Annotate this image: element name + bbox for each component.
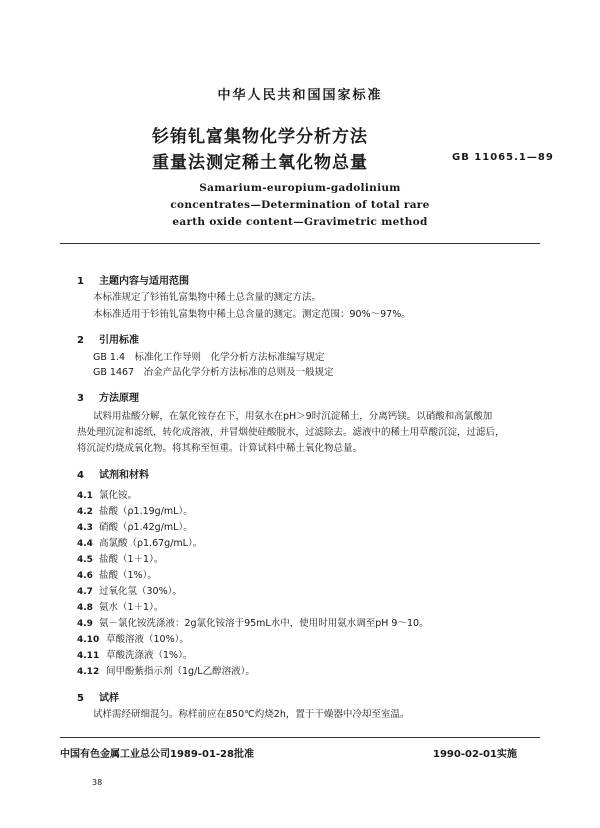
item-number: 4.11 xyxy=(77,651,100,661)
section-1-heading xyxy=(77,272,189,287)
reagent-item xyxy=(77,519,193,533)
item-text: 草酸溶液（10%）。 xyxy=(106,634,189,645)
item-number: 4.1 xyxy=(77,491,93,501)
section-5-heading xyxy=(77,689,119,704)
item-text: 氨水（1＋1）。 xyxy=(99,602,164,613)
reagent-item xyxy=(77,551,163,565)
title-cn-line1: 钐铕钆富集物化学分析方法 xyxy=(152,127,368,147)
section-title: 试剂和材料 xyxy=(99,470,149,481)
reagent-item xyxy=(77,663,255,677)
section-number: 2 xyxy=(77,335,84,346)
section-4-heading xyxy=(77,466,149,481)
reagent-item xyxy=(77,599,163,613)
approval-statement: 中国有色金属工业总公司1989-01-28批准 xyxy=(60,749,254,760)
item-text: 氨－氯化铵洗涤液：2g氯化铵溶于95mL水中，使用时用氨水调至pH 9～10。 xyxy=(99,618,429,629)
reference-gb-1-4: GB 1.4 标准化工作导则 化学分析方法标准编写规定 xyxy=(93,352,325,363)
item-number: 4.10 xyxy=(77,635,100,645)
standard-number: GB 11065.1—89 xyxy=(452,152,554,163)
item-text: 高氯酸（ρ1.67g/mL）。 xyxy=(99,538,203,549)
item-text: 盐酸（1＋1）。 xyxy=(99,554,164,565)
item-text: 草酸洗涤液（1%）。 xyxy=(106,650,193,661)
section-3-line2: 热处理沉淀和滤纸，转化成溶液，并冒烟使硅酸脱水，过滤除去。滤液中的稀土用草酸沉淀，过滤后， xyxy=(77,427,505,438)
title-en-line2: concentrates—Determination of total rare xyxy=(170,199,430,211)
item-text: 硝酸（ρ1.42g/mL）。 xyxy=(99,522,193,533)
section-title: 主题内容与适用范围 xyxy=(99,276,189,287)
item-number: 4.8 xyxy=(77,603,93,613)
item-text: 过氧化氢（30%）。 xyxy=(99,586,182,597)
reagent-item xyxy=(77,647,192,661)
reagent-item xyxy=(77,535,202,549)
implementation-date: 1990-02-01实施 xyxy=(433,749,517,760)
item-number: 4.9 xyxy=(77,619,93,629)
item-number: 4.3 xyxy=(77,523,93,533)
section-title: 试样 xyxy=(99,693,119,704)
title-en-line1: Samarium-europium-gadolinium xyxy=(199,182,401,194)
section-3-heading xyxy=(77,389,139,404)
item-number: 4.6 xyxy=(77,571,93,581)
item-text: 间甲酚紫指示剂（1g/L乙醇溶液）。 xyxy=(106,666,255,677)
item-number: 4.4 xyxy=(77,539,93,549)
section-1-para1: 本标准规定了钐铕钆富集物中稀土总含量的测定方法。 xyxy=(93,292,322,303)
national-standard-heading: 中华人民共和国国家标准 xyxy=(217,88,383,103)
section-2-heading xyxy=(77,331,139,346)
title-en-line3: earth oxide content—Gravimetric method xyxy=(172,216,428,228)
section-3-line1: 试料用盐酸分解，在氯化铵存在下，用氨水在pH＞9时沉淀稀土，分离钙镁。以硝酸和高氯酸加 xyxy=(93,411,493,422)
item-text: 盐酸（ρ1.19g/mL）。 xyxy=(99,506,193,517)
section-1-para2: 本标准适用于钐铕钆富集物中稀土总含量的测定。测定范围：90%～97%。 xyxy=(93,309,411,320)
section-3-line3: 将沉淀灼烧成氧化物。将其称至恒重。计算试料中稀土氧化物总量。 xyxy=(77,443,363,454)
item-number: 4.2 xyxy=(77,507,93,517)
reference-gb-1467: GB 1467 冶金产品化学分析方法标准的总则及一般规定 xyxy=(93,367,334,378)
title-cn-line2: 重量法测定稀土氧化物总量 xyxy=(152,153,368,173)
section-5-para1: 试样需经研细混匀。称样前应在850℃灼烧2h，置于干燥器中冷却至室温。 xyxy=(93,709,410,720)
reagent-item xyxy=(77,615,429,629)
section-number: 3 xyxy=(77,393,84,404)
reagent-item xyxy=(77,503,193,517)
reagent-item xyxy=(77,567,157,581)
item-text: 氯化铵。 xyxy=(99,490,138,501)
item-number: 4.12 xyxy=(77,667,100,677)
section-number: 5 xyxy=(77,693,84,704)
reagent-item xyxy=(77,583,182,597)
section-number: 4 xyxy=(77,470,84,481)
item-number: 4.7 xyxy=(77,587,93,597)
reagent-item xyxy=(77,631,189,645)
section-title: 引用标准 xyxy=(99,335,139,346)
page-number: 38 xyxy=(92,778,103,787)
section-title: 方法原理 xyxy=(99,393,139,404)
section-number: 1 xyxy=(77,276,84,287)
item-number: 4.5 xyxy=(77,555,93,565)
header-divider xyxy=(60,243,540,244)
item-text: 盐酸（1%）。 xyxy=(99,570,157,581)
footer-divider xyxy=(60,737,540,738)
reagent-item xyxy=(77,487,137,501)
